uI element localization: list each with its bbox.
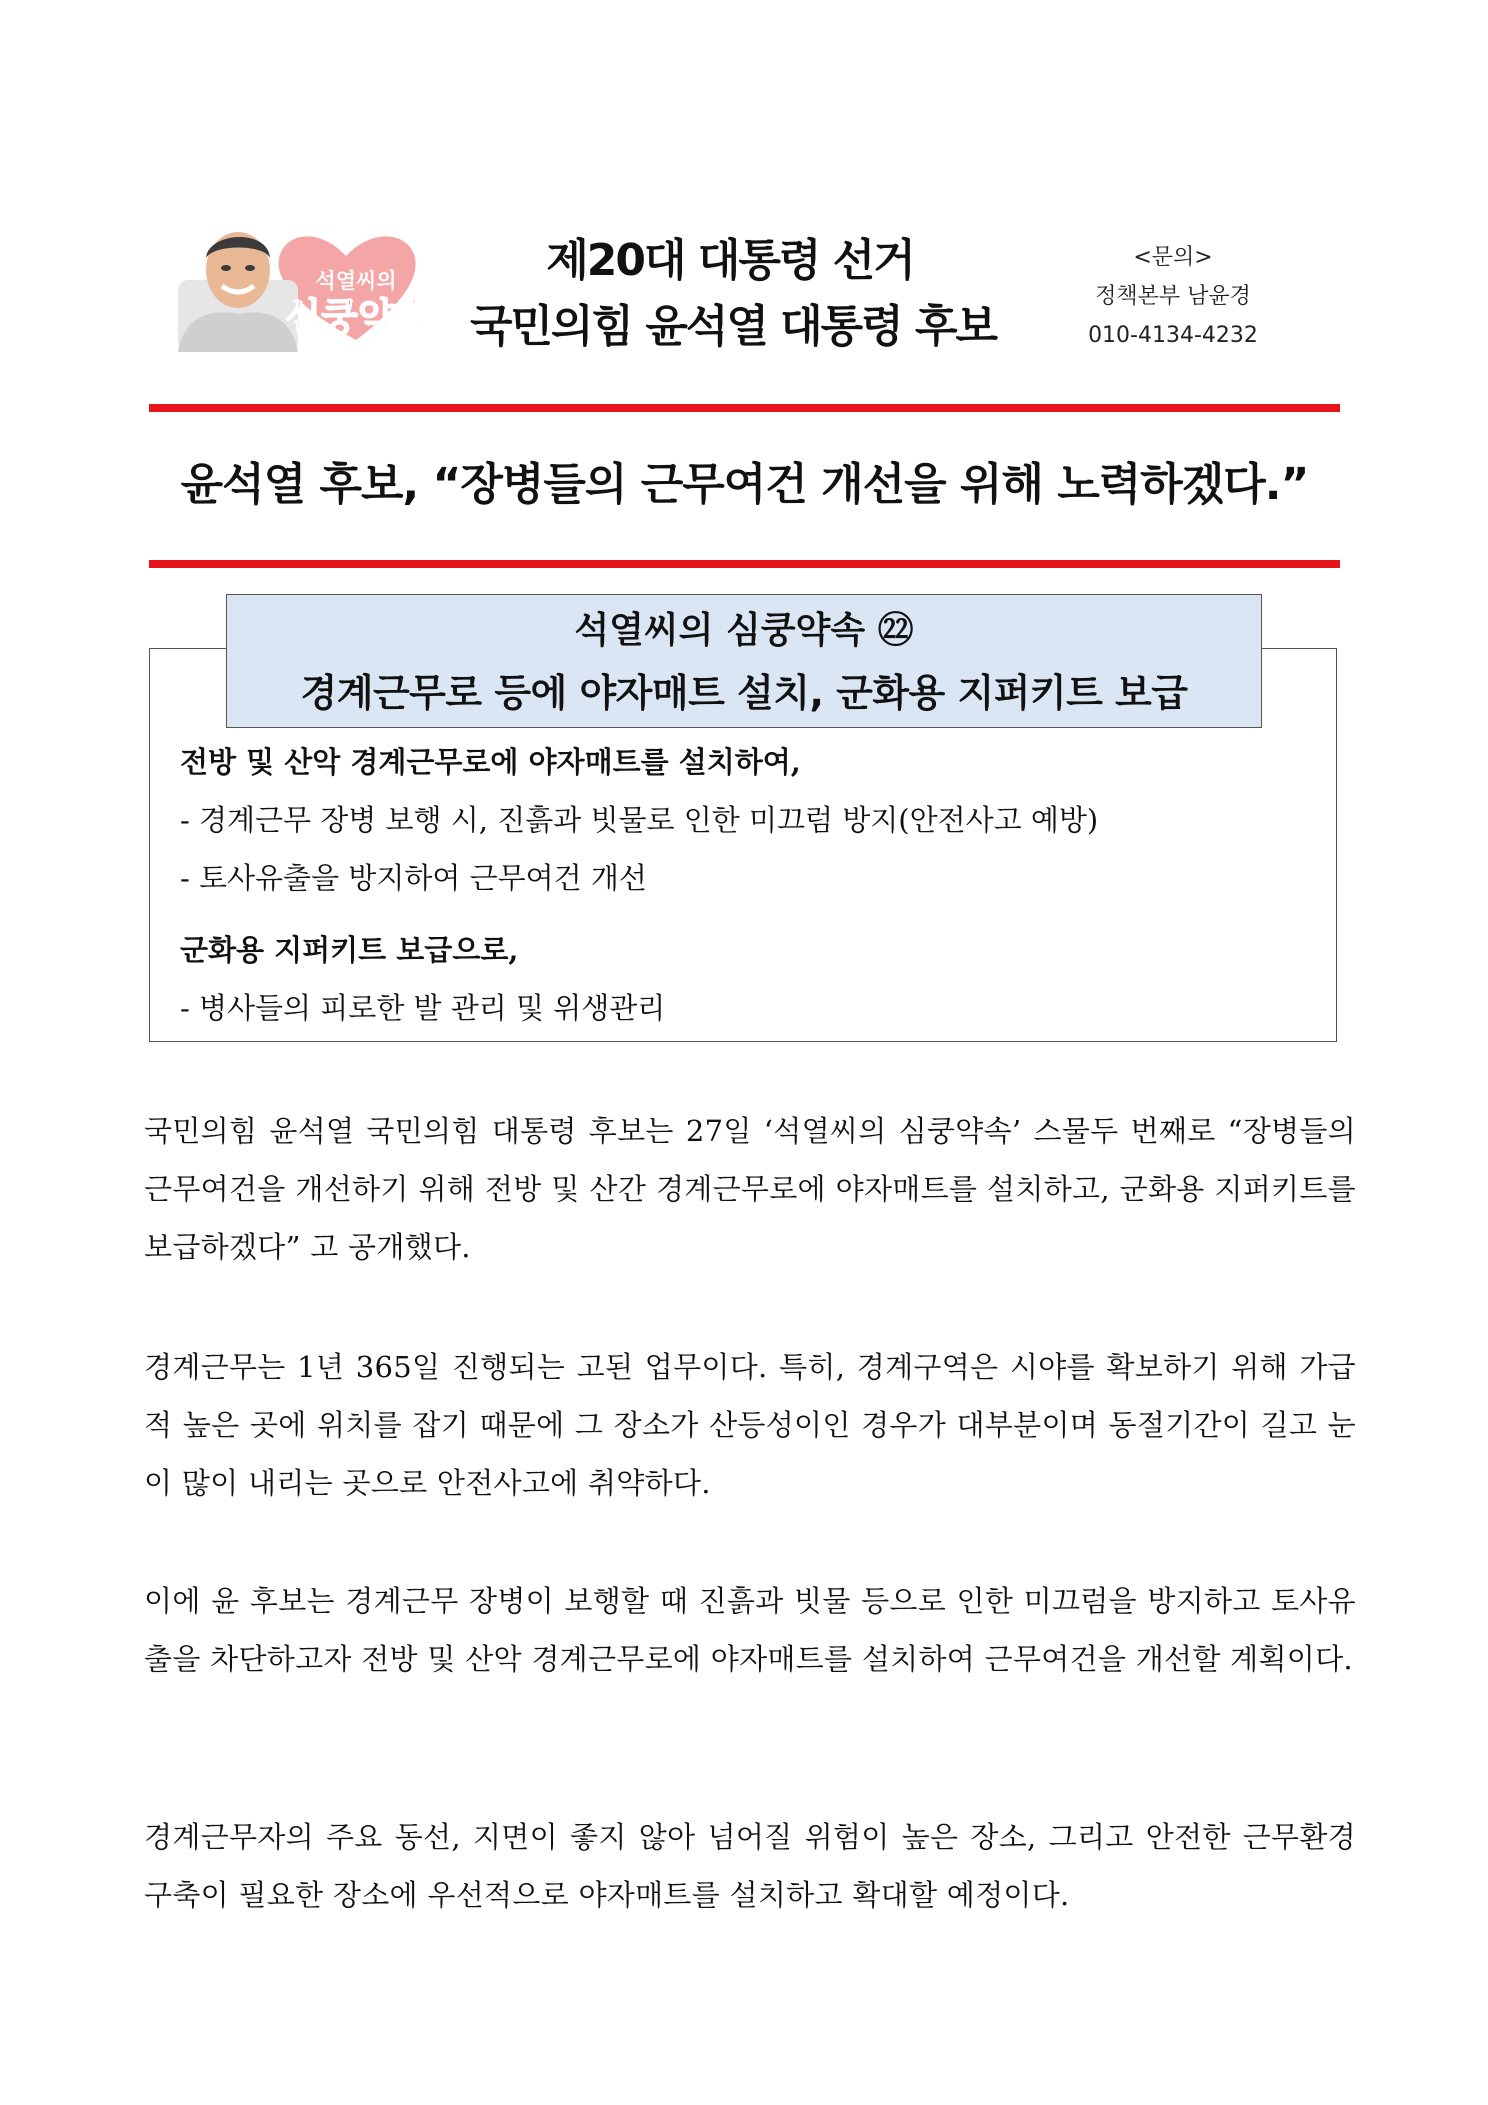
campaign-logo	[178, 222, 462, 352]
press-headline: 윤석열 후보, “장병들의 근무여건 개선을 위해 노력하겠다.”	[180, 459, 1309, 510]
contact-label: <문의>	[1133, 245, 1213, 270]
pledge-details	[180, 742, 1320, 1028]
contact-info	[1048, 238, 1298, 355]
pledge-section-title: 군화용 지퍼키트 보급으로,	[180, 933, 519, 967]
pledge-item: - 병사들의 피로한 발 관리 및 위생관리	[180, 991, 666, 1025]
contact-phone: 010-4134-4232	[1088, 323, 1258, 348]
pledge-item: - 경계근무 장병 보행 시, 진흙과 빗물로 인한 미끄럼 방지(안전사고 예방)	[180, 803, 1099, 837]
body-paragraph: 이에 윤 후보는 경계근무 장병이 보행할 때 진흙과 빗물 등으로 인한 미끄럼을 방지하고 토사유출을 차단하고자 전방 및 산악 경계근무로에 야자매트를 설치하여 근무여건을 개선할 계획이다.	[144, 1584, 1356, 1676]
contact-department: 정책본부 남윤경	[1095, 284, 1251, 309]
pledge-item: - 토사유출을 방지하여 근무여건 개선	[180, 861, 647, 895]
pledge-banner	[226, 594, 1262, 728]
election-header	[470, 228, 997, 360]
pledge-section-title: 전방 및 산악 경계근무로에 야자매트를 설치하여,	[180, 745, 801, 779]
top-divider	[149, 404, 1340, 412]
body-paragraph: 경계근무는 1년 365일 진행되는 고된 업무이다. 특히, 경계구역은 시야를 확보하기 위해 가급적 높은 곳에 위치를 잡기 때문에 그 장소가 산등성이인 경우가 대부분이며 동절기간이 길고 눈이 많이 내리는 곳으로 안전사고에 취약하다.	[144, 1350, 1356, 1500]
election-title: 제20대 대통령 선거	[546, 235, 914, 286]
logo-graphic	[178, 222, 462, 352]
logo-small-text: 석열씨의	[315, 269, 397, 293]
bottom-divider	[149, 560, 1340, 568]
pledge-number: 석열씨의 심쿵약속 ㉒	[574, 610, 914, 651]
candidate-portrait	[178, 232, 298, 352]
logo-big-text: 심쿵약속	[284, 295, 432, 339]
pledge-title: 경계근무로 등에 야자매트 설치, 군화용 지퍼키트 보급	[300, 671, 1188, 715]
candidate-title: 국민의힘 윤석열 대통령 후보	[470, 301, 997, 352]
body-paragraph: 경계근무자의 주요 동선, 지면이 좋지 않아 넘어질 위험이 높은 장소, 그리고 안전한 근무환경 구축이 필요한 장소에 우선적으로 야자매트를 설치하고 확대할 예정이다.	[144, 1820, 1356, 1912]
body-paragraph: 국민의힘 윤석열 국민의힘 대통령 후보는 27일 ‘석열씨의 심쿵약속’ 스물두 번째로 “장병들의 근무여건을 개선하기 위해 전방 및 산간 경계근무로에 야자매트를 설치하고, 군화용 지퍼키트를 보급하겠다” 고 공개했다.	[144, 1114, 1356, 1264]
